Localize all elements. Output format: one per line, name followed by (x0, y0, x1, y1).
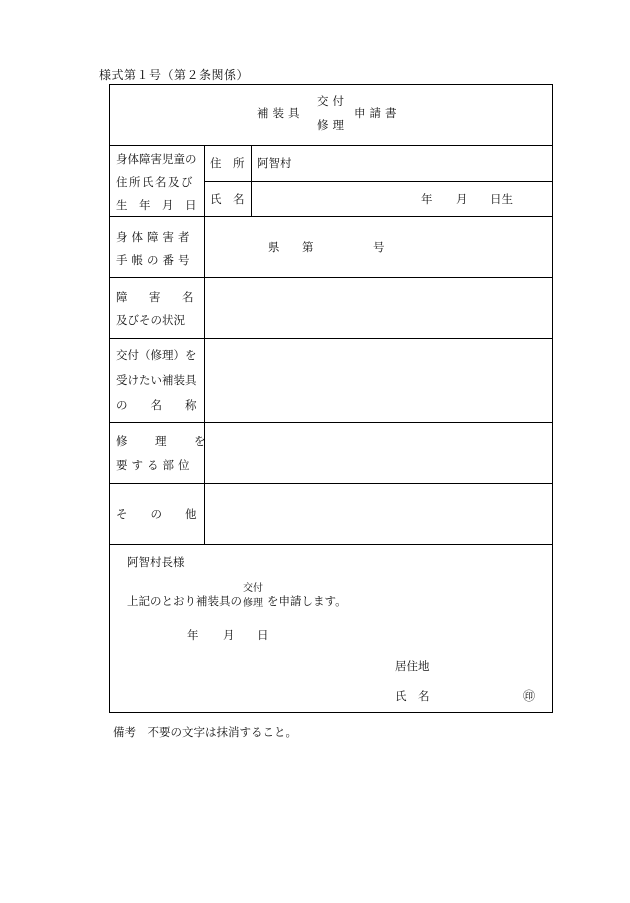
handbook-label-2: 手帳の番号 (116, 253, 194, 267)
applicant-name-label: 氏 名 (395, 689, 430, 703)
application-form (109, 84, 553, 713)
declaration-option-repair: 修理 (243, 598, 263, 609)
repair-label-1: 修 理 を (116, 434, 214, 448)
rule (110, 422, 553, 423)
title-suffix: 申請書 (354, 106, 401, 120)
date-year: 年 (187, 628, 199, 642)
other-label: そ の 他 (116, 507, 197, 521)
rule (110, 483, 553, 484)
rule (110, 277, 553, 278)
form-number: 様式第１号（第２条関係） (99, 68, 250, 82)
applicant-label-3: 生 年 月 日 (116, 198, 197, 212)
applicant-label-2: 住所氏名及び (116, 175, 194, 189)
address-label: 住 所 (210, 156, 245, 170)
addressee: 阿智村長様 (127, 555, 185, 569)
rule (110, 216, 553, 217)
handbook-prefecture: 県 (268, 240, 280, 254)
device-label-2: 受けたい補装具 (116, 373, 197, 387)
birth-day: 日生 (490, 192, 513, 206)
handbook-label-1: 身体障害者 (116, 230, 194, 244)
date-day: 日 (257, 628, 269, 642)
rule (251, 145, 252, 216)
device-label-1: 交付（修理）を (116, 348, 197, 362)
birth-year: 年 (421, 192, 433, 206)
title-prefix: 補装具 (257, 106, 304, 120)
rule (110, 145, 553, 146)
remarks-note: 備考 不要の文字は抹消すること。 (113, 725, 297, 739)
device-label-3: の 名 称 (116, 398, 197, 412)
residence-label: 居住地 (395, 659, 430, 673)
date-month: 月 (223, 628, 235, 642)
title-option-issue: 交付 (317, 94, 348, 108)
declaration-body-prefix: 上記のとおり補装具の (127, 594, 242, 608)
title-option-repair: 修理 (317, 118, 348, 132)
declaration-option-issue: 交付 (243, 583, 263, 594)
rule (110, 544, 553, 545)
seal-icon: ㊞ (523, 689, 536, 703)
birth-month: 月 (456, 192, 468, 206)
disability-label-1: 障 害 名 (116, 290, 199, 304)
handbook-gou: 号 (373, 240, 385, 254)
rule (110, 338, 553, 339)
disability-label-2: 及びその状況 (116, 313, 185, 327)
rule (204, 181, 553, 182)
declaration-body-suffix: を申請します。 (267, 594, 347, 608)
repair-label-2: 要する部位 (116, 458, 194, 472)
address-value: 阿智村 (257, 156, 292, 170)
rule (204, 145, 205, 544)
handbook-dai: 第 (302, 240, 314, 254)
applicant-label-1: 身体障害児童の (116, 152, 197, 166)
name-label: 氏 名 (210, 192, 245, 206)
